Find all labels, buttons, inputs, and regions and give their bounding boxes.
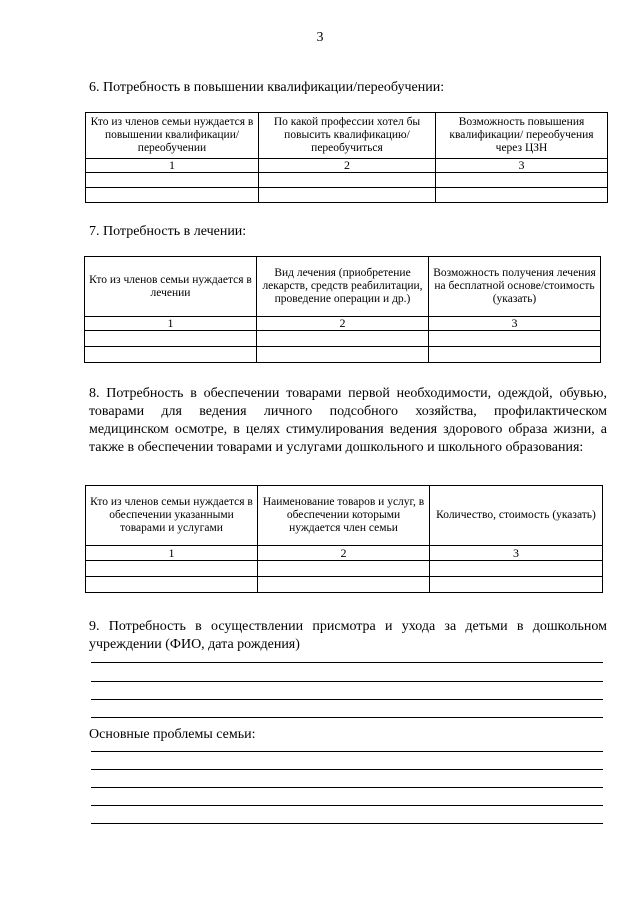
empty-cell[interactable] — [436, 173, 608, 188]
table-row — [86, 173, 608, 188]
empty-cell[interactable] — [85, 331, 257, 347]
column-number: 1 — [85, 317, 257, 331]
empty-cell[interactable] — [430, 561, 603, 577]
column-number: 1 — [86, 546, 258, 561]
table-header-row — [86, 486, 603, 546]
table-number-row — [85, 317, 601, 331]
section-8-heading: 8. Потребность в обеспечении товарами первой необходимости, одеждой, обувью, товарами для ведения личного подсобного хозяйства, профилактическом медицинском осмотре, в целях стимулирования ведения здорового образа жизни, а также в обеспечении товарами и услугами дошкольного и школьного образования: — [89, 386, 607, 455]
answer-line[interactable] — [91, 751, 603, 752]
problems-heading: Основные проблемы семьи: — [89, 727, 256, 742]
column-number: 2 — [257, 317, 429, 331]
header-cell: Кто из членов семьи нуждается в обеспечении указанными товарами и услугами — [86, 486, 258, 546]
table-number-row — [86, 159, 608, 173]
section-8-table — [85, 485, 603, 593]
header-cell: Вид лечения (приобретение лекарств, средств реабилитации, проведение операции и др.) — [257, 257, 429, 317]
table-row — [86, 577, 603, 593]
empty-cell[interactable] — [257, 331, 429, 347]
empty-cell[interactable] — [429, 347, 601, 363]
header-cell: Возможность получения лечения на бесплатной основе/стоимость (указать) — [429, 257, 601, 317]
empty-cell[interactable] — [429, 331, 601, 347]
answer-line[interactable] — [91, 717, 603, 718]
section-7-heading: 7. Потребность в лечении: — [89, 224, 247, 239]
column-number: 3 — [429, 317, 601, 331]
column-number: 3 — [436, 159, 608, 173]
answer-line[interactable] — [91, 823, 603, 824]
table-row — [85, 331, 601, 347]
answer-line[interactable] — [91, 805, 603, 806]
page-number: 3 — [316, 30, 324, 45]
header-cell: Кто из членов семьи нуждается в повышении квалификации/переобучении — [86, 113, 259, 159]
empty-cell[interactable] — [257, 347, 429, 363]
section-7-table — [84, 256, 601, 363]
empty-cell[interactable] — [86, 561, 258, 577]
header-cell: Количество, стоимость (указать) — [430, 486, 603, 546]
table-header-row — [85, 257, 601, 317]
table-row — [86, 561, 603, 577]
answer-line[interactable] — [91, 699, 603, 700]
column-number: 2 — [259, 159, 436, 173]
header-cell: Кто из членов семьи нуждается в лечении — [85, 257, 257, 317]
section-9-heading: 9. Потребность в осуществлении присмотра и ухода за детьми в дошкольном учреждении (ФИО, дата рождения) — [89, 619, 607, 652]
table-row — [86, 188, 608, 203]
answer-line[interactable] — [91, 769, 603, 770]
empty-cell[interactable] — [85, 347, 257, 363]
empty-cell[interactable] — [86, 188, 259, 203]
header-cell: По какой профессии хотел бы повысить квалификацию/переобучиться — [259, 113, 436, 159]
header-cell: Возможность повышения квалификации/ переобучения через ЦЗН — [436, 113, 608, 159]
empty-cell[interactable] — [258, 561, 430, 577]
empty-cell[interactable] — [430, 577, 603, 593]
column-number: 2 — [258, 546, 430, 561]
answer-line[interactable] — [91, 662, 603, 663]
column-number: 3 — [430, 546, 603, 561]
table-number-row — [86, 546, 603, 561]
empty-cell[interactable] — [259, 173, 436, 188]
column-number: 1 — [86, 159, 259, 173]
header-cell: Наименование товаров и услуг, в обеспечении которыми нуждается член семьи — [258, 486, 430, 546]
empty-cell[interactable] — [436, 188, 608, 203]
empty-cell[interactable] — [86, 577, 258, 593]
empty-cell[interactable] — [259, 188, 436, 203]
table-row — [85, 347, 601, 363]
answer-line[interactable] — [91, 787, 603, 788]
answer-line[interactable] — [91, 681, 603, 682]
section-6-table — [85, 112, 608, 203]
section-6-heading: 6. Потребность в повышении квалификации/переобучении: — [89, 80, 445, 95]
empty-cell[interactable] — [86, 173, 259, 188]
empty-cell[interactable] — [258, 577, 430, 593]
table-header-row — [86, 113, 608, 159]
